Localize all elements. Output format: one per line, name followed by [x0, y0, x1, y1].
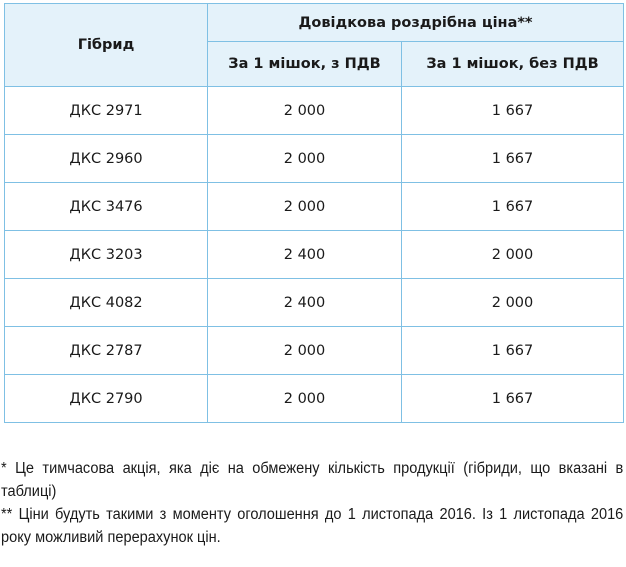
- cell-price-without-vat: 1 667: [402, 87, 624, 135]
- cell-price-without-vat: 1 667: [402, 375, 624, 423]
- table-row: [5, 135, 624, 183]
- cell-price-with-vat: 2 400: [208, 279, 402, 327]
- table-row: [5, 231, 624, 279]
- header-price-with-vat: За 1 мішок, з ПДВ: [208, 42, 402, 87]
- cell-price-with-vat: 2 000: [208, 327, 402, 375]
- footnotes: [1, 457, 623, 549]
- cell-price-without-vat: 1 667: [402, 327, 624, 375]
- cell-price-without-vat: 2 000: [402, 231, 624, 279]
- cell-hybrid: ДКС 2790: [5, 375, 208, 423]
- cell-hybrid: ДКС 3203: [5, 231, 208, 279]
- cell-price-without-vat: 1 667: [402, 183, 624, 231]
- cell-hybrid: ДКС 2971: [5, 87, 208, 135]
- table-header: [5, 4, 624, 87]
- table-row: [5, 183, 624, 231]
- header-price-without-vat: За 1 мішок, без ПДВ: [402, 42, 624, 87]
- cell-price-with-vat: 2 400: [208, 231, 402, 279]
- header-retail-price: Довідкова роздрібна ціна**: [208, 4, 624, 42]
- table-row: [5, 375, 624, 423]
- footnote-price-validity: ** Ціни будуть такими з моменту оголошення до 1 листопада 2016. Із 1 листопада 2016 року можливий перерахунок цін.: [1, 506, 624, 546]
- cell-hybrid: ДКС 2960: [5, 135, 208, 183]
- cell-price-with-vat: 2 000: [208, 375, 402, 423]
- table-body: [5, 87, 624, 423]
- cell-price-with-vat: 2 000: [208, 87, 402, 135]
- price-table: [4, 3, 624, 423]
- cell-price-without-vat: 1 667: [402, 135, 624, 183]
- footnote-promotion: * Це тимчасова акція, яка діє на обмежену кількість продукції (гібриди, що вказані в таблиці): [1, 460, 624, 500]
- table-row: [5, 327, 624, 375]
- cell-price-without-vat: 2 000: [402, 279, 624, 327]
- cell-price-with-vat: 2 000: [208, 183, 402, 231]
- cell-hybrid: ДКС 4082: [5, 279, 208, 327]
- cell-hybrid: ДКС 3476: [5, 183, 208, 231]
- cell-hybrid: ДКС 2787: [5, 327, 208, 375]
- table-row: [5, 279, 624, 327]
- cell-price-with-vat: 2 000: [208, 135, 402, 183]
- table-row: [5, 87, 624, 135]
- header-hybrid: Гібрид: [5, 4, 208, 87]
